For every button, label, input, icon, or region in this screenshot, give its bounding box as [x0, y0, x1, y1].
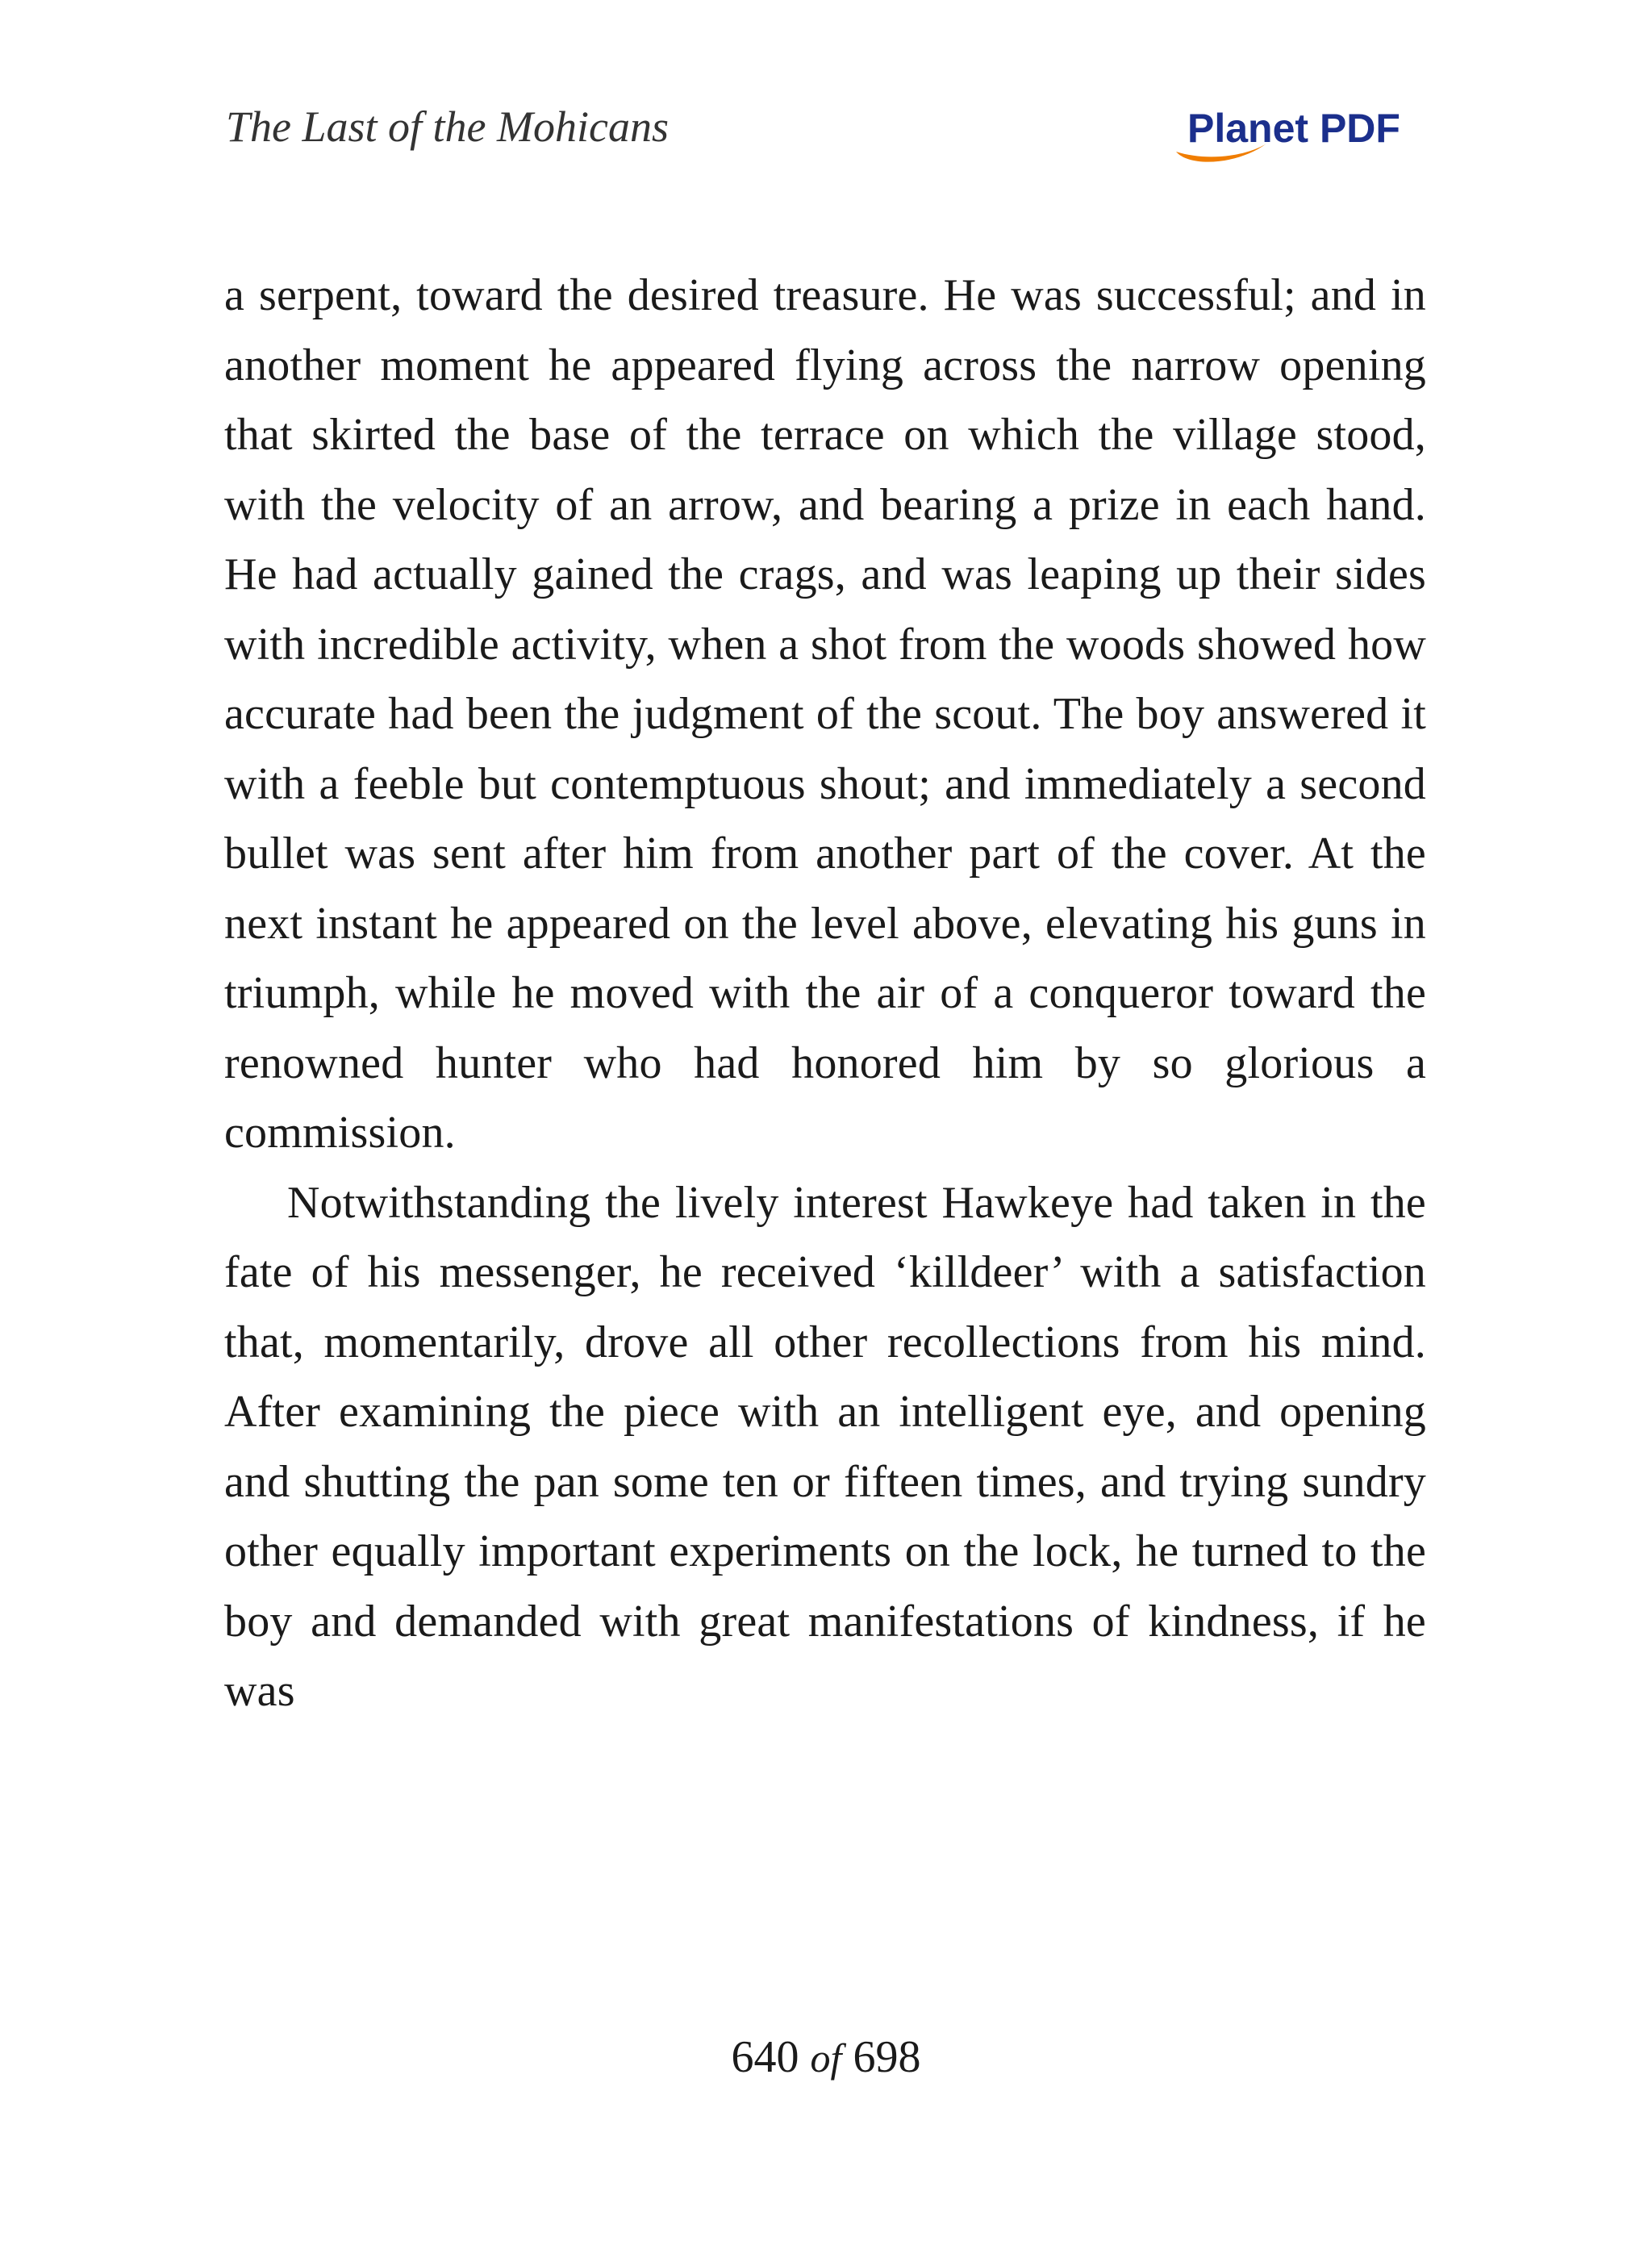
planet-pdf-logo-icon [1170, 103, 1436, 168]
page-of-label: of [810, 2035, 842, 2081]
body-text [224, 261, 1426, 1726]
total-pages: 698 [853, 2032, 921, 2082]
current-page: 640 [731, 2032, 799, 2082]
page-number [0, 2032, 1652, 2082]
paragraph: Notwithstanding the lively interest Hawkeye had taken in the fate of his messenger, he received ‘killdeer’ with a satisfaction that, momentarily, drove all other recollections from his mind. After examining the piece with an intelligent eye, and opening and shutting the pan some ten or fifteen times, and trying sundry other equally important experiments on the lock, he turned to the boy and demanded with great manifestations of kindness, if he was [224, 1177, 1426, 1716]
planet-pdf-logo [1170, 103, 1436, 168]
book-title: The Last of the Mohicans [226, 102, 669, 151]
paragraph: a serpent, toward the desired treasure. He was successful; and in another moment he appeared flying across the narrow opening that skirted the base of the terrace on which the village stood, with the velocity of an arrow, and bearing a prize in each hand. He had actually gained the crags, and was leaping up their sides with incredible activity, when a shot from the woods showed how accurate had been the judgment of the scout. The boy answered it with a feeble but contemptuous shout; and immediately a second bullet was sent after him from another part of the cover. At the next instant he appeared on the level above, elevating his guns in triumph, while he moved with the air of a conqueror toward the renowned hunter who had honored him by so glorious a commission. [224, 270, 1426, 1158]
svg-text:Planet PDF: Planet PDF [1187, 106, 1400, 151]
